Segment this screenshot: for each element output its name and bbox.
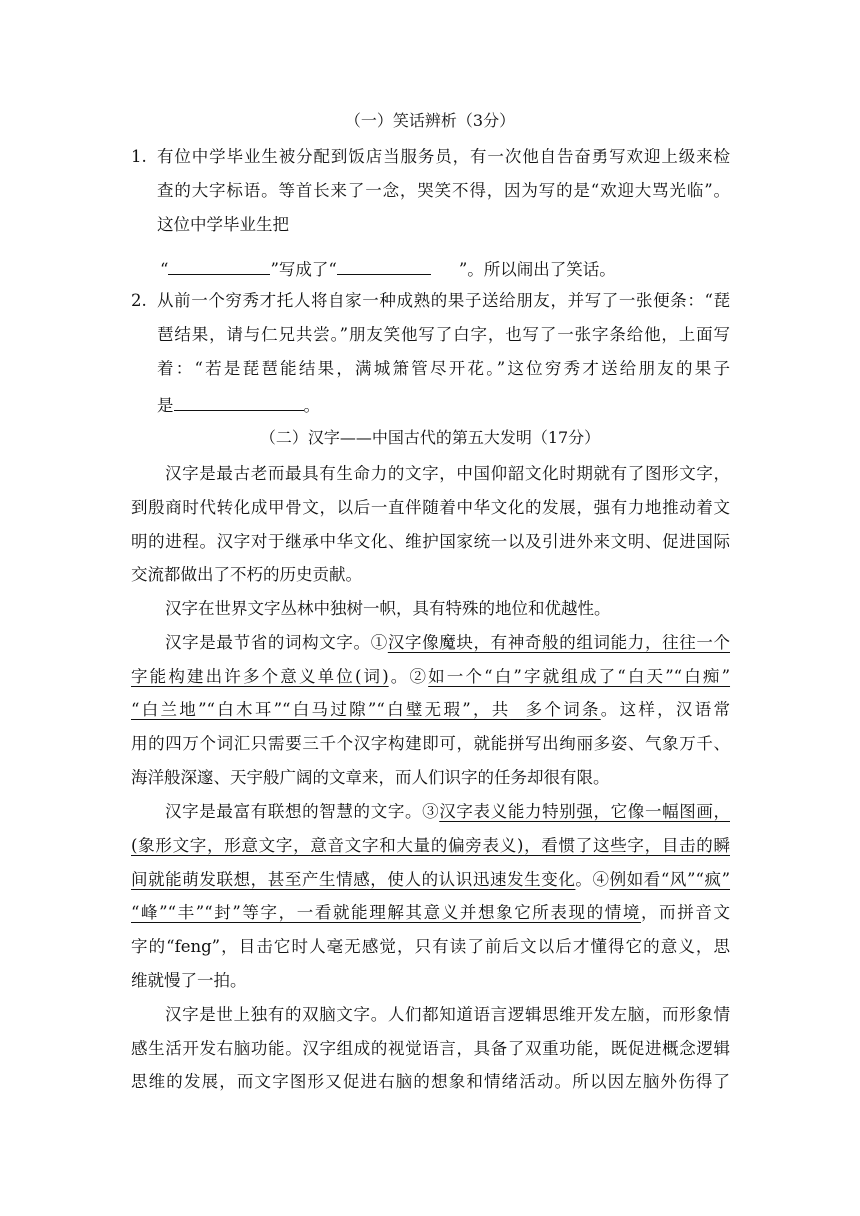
question-2-line-2: 琶结果，请与仁兄共尝。”朋友笑他写了白字，也写了一张字条给他，上面写 (157, 325, 730, 344)
underlined-sentence-1-end: 字能构建出许多个意义单位(词) (131, 667, 389, 686)
underlined-sentence-2: 如一个“白”字就组成了“白天”“白痴” (428, 667, 731, 686)
question-1-line-1: 有位中学毕业生被分配到饭店当服务员，有一次他自告奋勇写欢迎上级来检 (157, 147, 730, 166)
paragraph-5-line-1: 汉字是世上独有的双脑文字。人们都知道语言逻辑思维开发左脑，而形象情 (165, 1005, 730, 1024)
answer-blank-2[interactable] (337, 257, 431, 275)
question-2-line-4-start: 是 (157, 396, 174, 415)
answer-open-quote: “ (160, 260, 169, 279)
underlined-sentence-4-end: “峰”“丰”“封”等字，一看就能理解其意义并想象它所表现的情境 (131, 903, 642, 922)
answer-blank-1[interactable] (168, 257, 270, 275)
paragraph-1-line-2: 到殷商时代转化成甲骨文，以后一直伴随着中华文化的发展，强有力地推动着文 (131, 498, 730, 517)
paragraph-1-line-3: 明的进程。汉字对于继承中华文化、维护国家统一以及引进外来文明、促进国际 (131, 532, 730, 551)
paragraph-4-line-3 (131, 869, 730, 891)
section-heading-chinese-characters: （二）汉字——中国古代的第五大发明（17分） (259, 428, 601, 447)
paragraph-4-line-1 (165, 801, 730, 823)
paragraph-1-line-4: 交流都做出了不朽的历史贡献。 (131, 565, 362, 584)
underlined-sentence-1: 汉字像魔块，有神奇般的组词能力，往往一个 (387, 633, 730, 652)
paragraph-3-line-5: 海洋般深邃、天宇般广阔的文章来，而人们识字的任务却很有限。 (131, 768, 610, 787)
underlined-sentence-2-cont: “白兰地”“白木耳”“白马过隙”“白璧无瑕”，共 (131, 700, 511, 719)
question-1-answer-line (160, 257, 616, 281)
count-blank[interactable] (511, 700, 526, 719)
paragraph-5-line-2: 感生活开发右脑功能。汉字组成的视觉语言，具备了双重功能，既促进概念逻辑 (131, 1039, 730, 1058)
paragraph-5-line-3: 思维的发展，而文字图形又促进右脑的想象和情绪活动。所以因左脑外伤得了 (131, 1072, 730, 1091)
paragraph-1-line-1: 汉字是最古老而最具有生命力的文字，中国仰韶文化时期就有了图形文字， (165, 464, 730, 483)
paragraph-3-line-3 (131, 699, 730, 721)
section-heading-jokes: （一）笑话辨析（3分） (344, 111, 516, 130)
answer-middle-text: ”写成了“ (270, 260, 337, 279)
underlined-sentence-2-end: 多个词条 (525, 700, 601, 719)
paragraph-4-text: 。④ (575, 870, 610, 889)
underlined-sentence-3-end: 间就能萌发联想，甚至产生情感，使人的认识迅速发生变化 (131, 870, 576, 889)
underlined-sentence-3: 汉字表义能力特别强，它像一幅图画， (439, 802, 730, 821)
paragraph-4-line-2 (131, 835, 730, 857)
question-1-line-2: 查的大字标语。等首长来了一念，哭笑不得，因为写的是“欢迎大骂光临”。 (157, 181, 730, 200)
question-2-line-4 (157, 393, 320, 417)
paragraph-3-text: 。② (388, 667, 429, 686)
paragraph-3-line-1 (165, 632, 730, 654)
question-2-line-3: 着：“若是琵琶能结果，满城箫管尽开花。”这位穷秀才送给朋友的果子 (157, 359, 730, 378)
paragraph-4-line-5: 字的“feng”，目击它时人毫无感觉，只有读了前后文以后才懂得它的意义，思 (131, 937, 730, 956)
question-2-line-4-end: 。 (303, 396, 320, 415)
question-number-2: 2. (131, 291, 147, 310)
question-2-line-1: 从前一个穷秀才托人将自家一种成熟的果子送给朋友，并写了一张便条：“琵 (157, 291, 730, 310)
answer-end-text: ”。所以闹出了笑话。 (458, 260, 616, 279)
underlined-sentence-4: 例如看“风”“疯” (609, 870, 731, 889)
question-1-line-3: 这位中学毕业生把 (157, 215, 289, 234)
paragraph-4-line-4 (131, 902, 730, 924)
paragraph-3-text: 汉字是最节省的词构文字。① (165, 633, 388, 652)
paragraph-4-line-6: 维就慢了一拍。 (131, 971, 247, 990)
paragraph-4-text: ，而拼音文 (641, 903, 731, 922)
question-number-1: 1. (131, 147, 147, 166)
answer-blank-3[interactable] (174, 393, 304, 411)
paragraph-3-line-4: 用的四万个词汇只需要三千个汉字构建即可，就能拼写出绚丽多姿、气象万千、 (131, 734, 730, 753)
paragraph-3-line-2 (131, 666, 730, 688)
paragraph-2: 汉字在世界文字丛林中独树一帜，具有特殊的地位和优越性。 (165, 599, 611, 618)
paragraph-3-text: 。这样，汉语常 (600, 700, 731, 719)
paragraph-4-text: 汉字是最富有联想的智慧的文字。③ (165, 802, 440, 821)
underlined-sentence-3-cont: (象形文字，形意文字，意音文字和大量的偏旁表义)，看惯了这些字，目击的瞬 (131, 836, 730, 855)
